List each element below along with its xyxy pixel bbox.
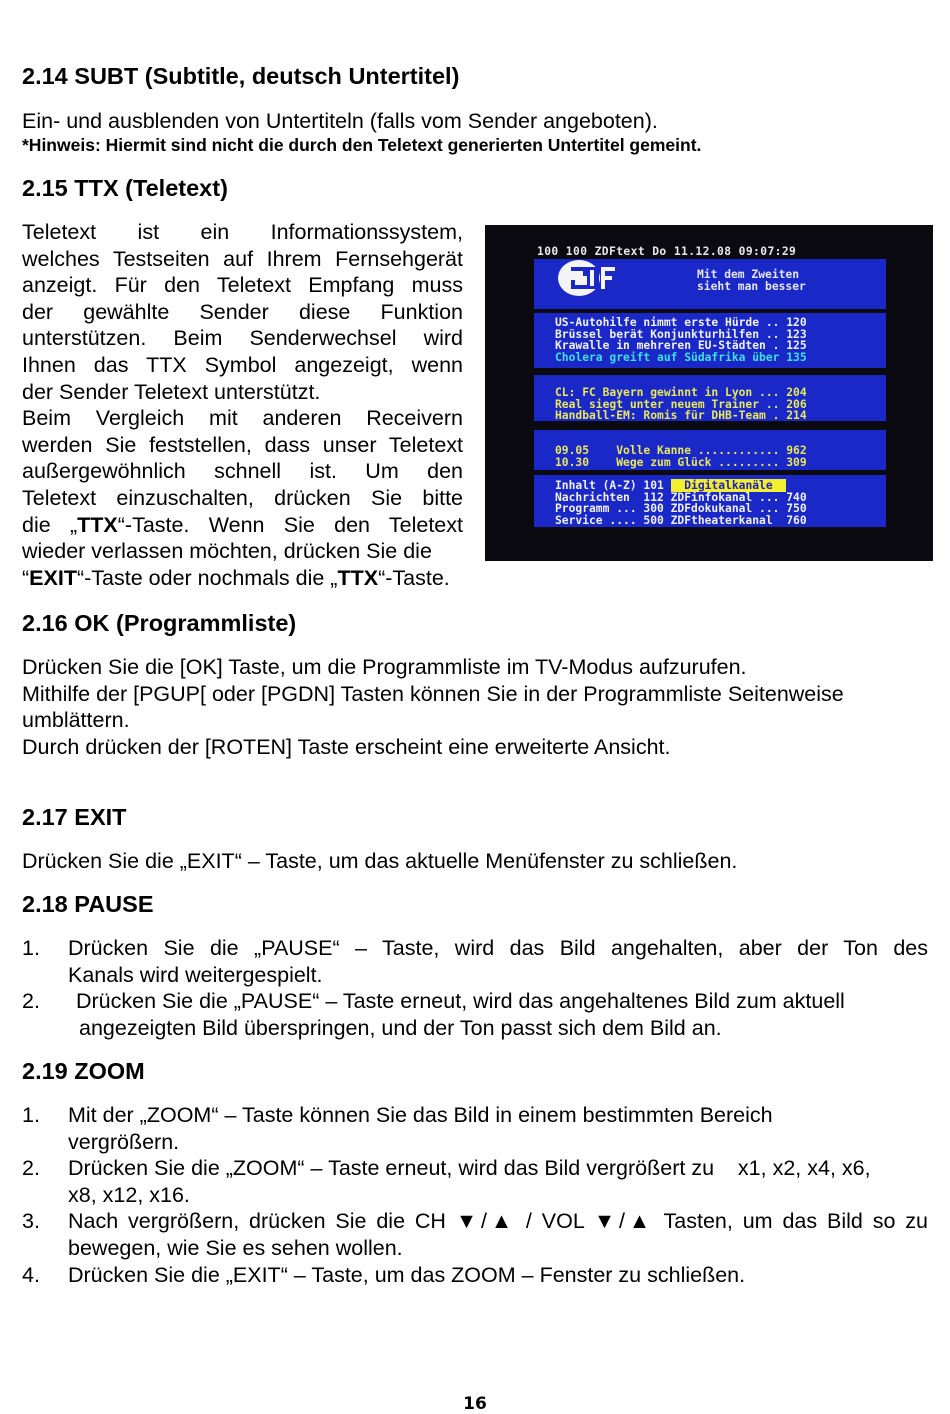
ttx-line: außergewöhnlich schnell ist. Um den [22, 459, 463, 484]
list-text-cont: bewegen, wie Sie es sehen wollen. [68, 1235, 403, 1260]
teletext-row: Brüssel berät Konjunkturhilfen .. 123 [555, 327, 807, 341]
list-number: 3. [22, 1209, 40, 1234]
list-text-cont: Kanals wird weitergespielt. [68, 962, 323, 987]
teletext-row: Service .... 500 ZDFtheaterkanal 760 [555, 513, 807, 527]
teletext-row: US-Autohilfe nimmt erste Hürde .. 120 [555, 316, 807, 329]
ttx-line: Teletext einzuschalten, drücken Sie bitte [22, 485, 463, 510]
section-heading-zoom: 2.19 ZOOM [22, 1058, 145, 1084]
teletext-row: 10.30 Wege zum Glück ......... 309 [555, 455, 807, 469]
ttx-line: anzeigt. Für den Teletext Empfang muss [22, 273, 463, 298]
pause-list [22, 935, 939, 1041]
ttx-line: werden Sie feststellen, dass unser Teletext [22, 432, 463, 457]
section-heading-exit: 2.17 EXIT [22, 804, 127, 830]
ttx-line: der gewählte Sender diese Funktion [22, 299, 463, 324]
list-number: 1. [22, 936, 40, 960]
ok-line: Durch drücken der [ROTEN] Taste erscheint eine erweiterte Ansicht. [22, 734, 671, 759]
section-heading-ok: 2.16 OK (Programmliste) [22, 610, 297, 636]
list-text: Mit der „ZOOM“ – Taste können Sie das Bild in einem bestimmten Bereich [68, 1103, 773, 1127]
ttx-line: unterstützen. Beim Senderwechsel wird [22, 326, 463, 351]
ttx-line: die „TTX“-Taste. Wenn Sie den Teletext [22, 512, 463, 537]
list-item [22, 1155, 928, 1208]
list-item [22, 1262, 928, 1289]
teletext-row: Cholera greift auf Südafrika über 135 [555, 350, 807, 364]
teletext-header: 100 100 ZDFtext Do 11.12.08 09:07:29 [537, 245, 797, 258]
teletext-highlight: Digitalkanäle [670, 479, 787, 492]
list-item [22, 1102, 928, 1155]
list-text: Drücken Sie die „PAUSE“ – Taste erneut, wird das angehaltenes Bild zum aktuell [76, 989, 845, 1014]
subt-note: *Hinweis: Hiermit sind nicht die durch den Teletext generierten Untertitel gemeint. [22, 135, 702, 155]
section-heading-pause: 2.18 PAUSE [22, 891, 154, 917]
subt-description: Ein- und ausblenden von Untertiteln (falls vom Sender angeboten). [22, 109, 658, 133]
teletext-row: Handball-EM: Romis für DHB-Team . 214 [555, 409, 807, 422]
ok-line: Drücken Sie die [OK] Taste, um die Programmliste im TV-Modus aufzurufen. [22, 655, 747, 679]
teletext-screenshot [485, 225, 933, 561]
teletext-row: Krawalle in mehreren EU-Städten . 125 [555, 339, 807, 352]
list-text-cont: vergrößern. [68, 1129, 180, 1154]
section-heading-ttx: 2.15 TTX (Teletext) [22, 175, 228, 201]
list-text-cont: x8, x12, x16. [68, 1182, 190, 1207]
ttx-line: welches Testseiten auf Ihrem Fernsehgerät [22, 246, 463, 271]
list-text: Drücken Sie die „ZOOM“ – Taste erneut, wird das Bild vergrößert zu x1, x2, x4, x6, [68, 1156, 871, 1181]
zdf-logo-icon [557, 259, 629, 297]
section-heading-subt: 2.14 SUBT (Subtitle, deutsch Untertitel) [22, 63, 460, 89]
exit-description: Drücken Sie die „EXIT“ – Taste, um das aktuelle Menüfenster zu schließen. [22, 849, 738, 873]
ttx-line: wieder verlassen möchten, drücken Sie die [22, 539, 432, 564]
ttx-line: der Sender Teletext unterstützt. [22, 379, 321, 404]
ttx-line: Ihnen das TTX Symbol angezeigt, wenn [22, 352, 463, 377]
page-number: 16 [463, 1394, 487, 1414]
list-item [22, 1208, 928, 1261]
ttx-line: Teletext ist ein Informationssystem, [22, 220, 463, 244]
teletext-row: CL: FC Bayern gewinnt in Lyon ... 204 [555, 386, 807, 399]
teletext-slogan: Mit dem Zweiten sieht man besser [697, 268, 806, 293]
teletext-row: Nachrichten 112 ZDFinfokanal ... 740 [555, 490, 807, 504]
ok-line: Mithilfe der [PGUP[ oder [PGDN] Tasten können Sie in der Programmliste Seitenweise [22, 681, 844, 706]
list-item [22, 988, 939, 1041]
list-item [22, 935, 939, 988]
teletext-row: Programm ... 300 ZDFdokukanal ... 750 [555, 502, 807, 515]
list-text: Nach vergrößern, drücken Sie die CH ▼/▲ / VOL ▼/▲ Tasten, um das Bild so zu [68, 1209, 928, 1234]
list-text: Drücken Sie die „EXIT“ – Taste, um das ZOOM – Fenster zu schließen. [68, 1262, 746, 1287]
list-text: Drücken Sie die „PAUSE“ – Taste, wird das Bild angehalten, aber der Ton des [68, 936, 928, 960]
teletext-row: 09.05 Volle Kanne ............ 962 [555, 444, 807, 457]
ttx-paragraph [22, 219, 463, 591]
list-number: 1. [22, 1103, 40, 1127]
list-number: 2. [22, 1156, 40, 1181]
zoom-list [22, 1102, 928, 1288]
list-number: 4. [22, 1262, 40, 1287]
ttx-line: “EXIT“-Taste oder nochmals die „TTX“-Taste. [22, 565, 450, 590]
list-text-cont: angezeigten Bild überspringen, und der Ton passt sich dem Bild an. [79, 1015, 722, 1040]
list-number: 2. [22, 989, 40, 1014]
teletext-row: Real siegt unter neuem Trainer .. 206 [555, 397, 807, 411]
teletext-row: Inhalt (A-Z) 101 Digitalkanäle [555, 479, 787, 492]
ttx-line: Beim Vergleich mit anderen Receivern [22, 406, 463, 431]
ok-line: umblättern. [22, 708, 130, 733]
